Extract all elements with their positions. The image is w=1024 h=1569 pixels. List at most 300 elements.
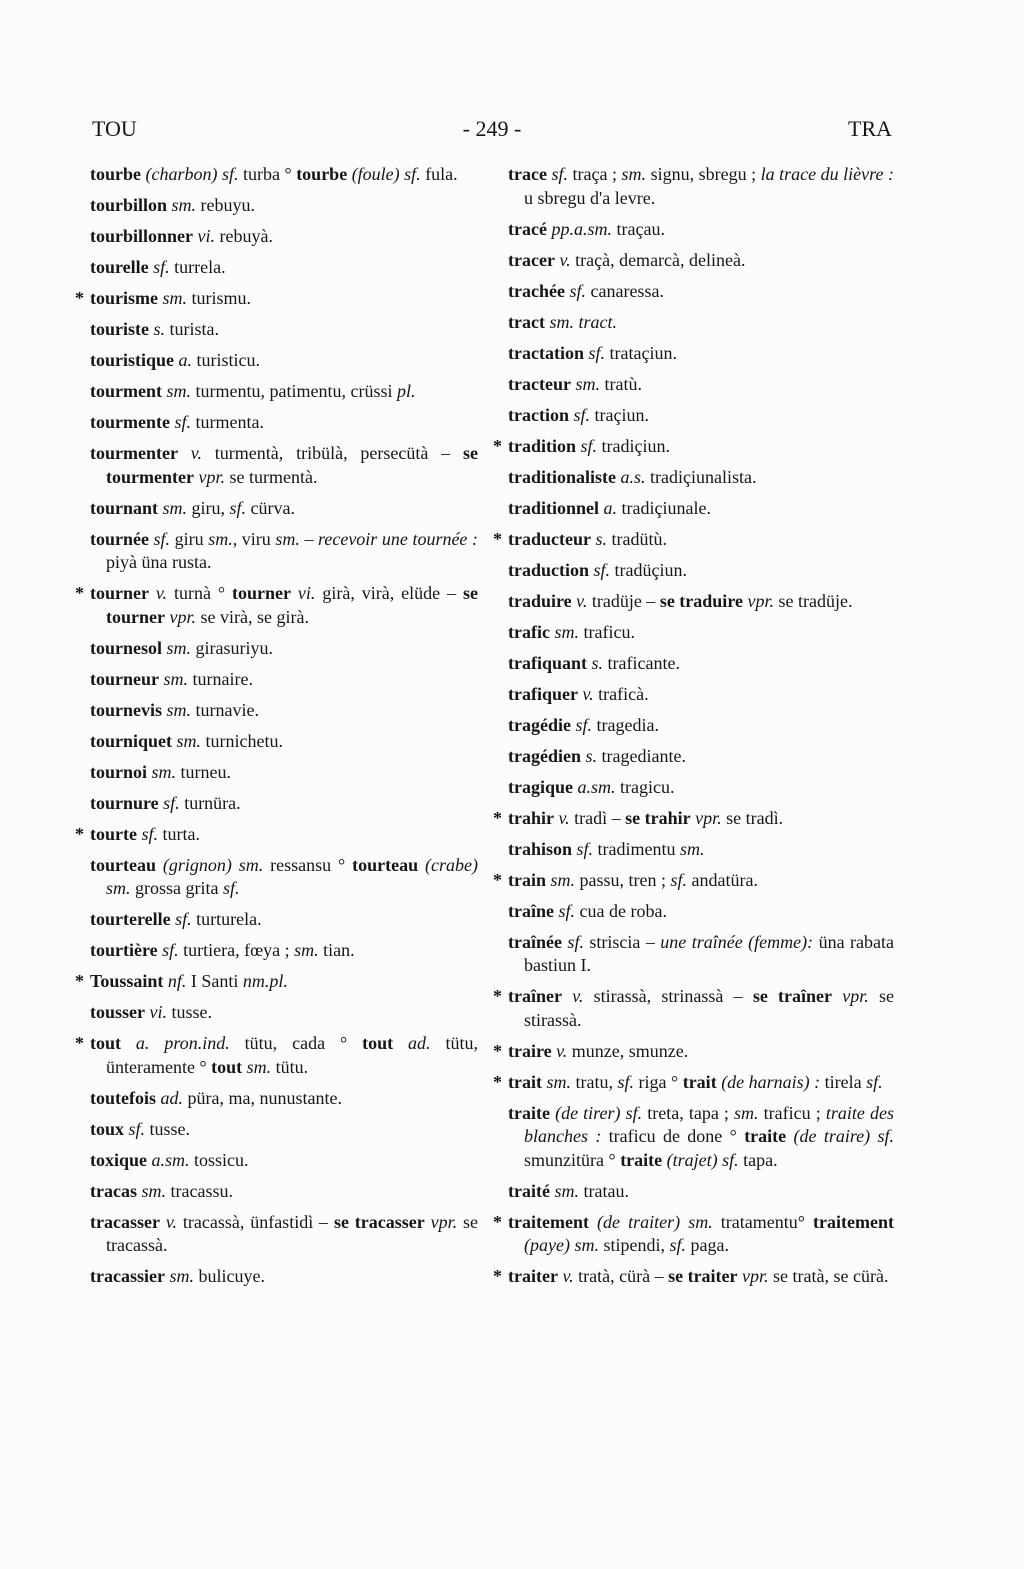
translation-text: tracassà, ünfastidì – [177,1211,334,1232]
headword: tourbe [296,164,348,184]
dictionary-entry [508,745,894,769]
translation-text: stipendi, [598,1235,670,1255]
grammar-label: sm. [162,699,192,720]
translation-text: tratù. [599,373,642,394]
grammar-label: sm. tract. [544,311,617,332]
translation-text: turba [238,164,285,184]
grammar-label: sf. [553,900,575,921]
dictionary-entry [90,1149,478,1173]
headword: tournevis [90,699,162,720]
translation-text: tütu, ünteramente ° [106,1033,478,1077]
grammar-label: v. [551,1040,568,1061]
grammar-label: s. [590,528,607,549]
grammar-label: v. [177,443,202,463]
asterisk-marker: * [493,1211,502,1232]
translation-text: turneu. [176,761,232,782]
headword: tradition [508,435,577,456]
asterisk-marker: * [75,971,84,991]
grammar-label: v. [577,683,594,704]
translation-text: signu, sbregu ; [646,164,761,184]
asterisk-marker: * [75,288,84,308]
grammar-label: vpr. [164,606,196,627]
asterisk-marker: * [493,986,502,1006]
translation-text: canaressa. [585,280,664,301]
headword: trahir [508,807,554,828]
grammar-label: (charbon) sf. [141,164,239,184]
headword: tournant [90,497,159,518]
asterisk-marker: * [493,1040,502,1061]
headword: trafic [508,621,550,642]
translation-text: turnavie. [191,699,259,720]
translation-text: grossa grita [130,878,223,898]
grammar-label: ad. [393,1033,431,1053]
grammar-label: sf. [158,792,180,813]
translation-text: piyà üna rusta. [106,552,212,572]
dictionary-entry [90,225,478,249]
translation-text: turisticu. [192,350,261,370]
headword: tourner [90,583,149,603]
dictionary-entry [508,714,894,738]
translation-text: ° [284,164,297,184]
translation-text: tragediante. [597,745,686,766]
headword: se tourner [106,583,478,627]
translation-text: munze, smunze. [567,1040,689,1061]
grammar-label: sf. [223,878,240,898]
headword: tourtière [90,940,158,960]
grammar-label: sm. [158,497,188,518]
grammar-label: sm. [157,288,187,308]
translation-text: tütu, cada ° [229,1033,363,1053]
translation-text: paga. [686,1235,729,1255]
asterisk-marker: * [493,1266,502,1286]
headword: tragédien [508,745,581,766]
grammar-label: sm. [549,1180,579,1201]
grammar-label: v. [554,249,571,270]
grammar-label: sm. [734,1102,759,1123]
translation-text: tossicu. [189,1149,249,1170]
headword: tourisme [90,288,158,308]
translation-text: turtiera, fœya ; [178,940,295,960]
grammar-label: sf. [169,412,191,432]
headword: traîner [508,986,562,1006]
grammar-label: sf. [670,869,688,890]
grammar-label: vi. [193,226,216,246]
headword: tourteau [352,854,419,875]
headword: trahison [508,838,573,859]
grammar-label: sf. [229,497,247,518]
grammar-label: nf. [163,971,187,991]
grammar-label: la trace du lièvre : [760,164,894,184]
translation-text: fula. [420,164,458,184]
translation-text: andatüra. [687,869,758,890]
dictionary-entry [508,342,894,366]
dictionary-entry [493,869,894,893]
dictionary-entry [90,908,478,932]
headword: se traduire [659,590,743,611]
grammar-label: sm. [570,373,600,394]
headword: tourner [232,583,291,603]
dictionary-entry [493,1071,894,1095]
grammar-label: v. [159,1211,177,1232]
dictionary-entry [90,380,478,404]
grammar-label: ad. [156,1087,183,1108]
headword: traduire [508,590,572,611]
translation-text: tradiçiun. [597,435,671,456]
translation-text: riga ° [634,1071,683,1092]
translation-text: girà, virà, elüde – [315,583,463,603]
grammar-label: vpr. [690,807,722,828]
translation-text: turnà ° [167,583,233,603]
grammar-label: a.sm. [573,776,616,797]
grammar-label: v. [561,986,584,1006]
headword: trait [682,1071,717,1092]
dictionary-entry [508,163,894,210]
asterisk-marker: * [493,807,502,828]
grammar-label: sf. [866,1071,883,1092]
grammar-label: sf. [576,435,598,456]
dictionary-entry [90,1211,478,1258]
grammar-label: sm. [621,164,647,184]
left-column [75,163,479,1296]
dictionary-entry [508,776,894,800]
translation-text: girasuriyu. [191,637,273,658]
translation-text: tirela [820,1071,867,1092]
headword: tractation [508,342,584,363]
translation-text: , viru [232,528,276,549]
translation-text: tusse. [145,1118,191,1139]
translation-text: se virà, se girà. [195,606,309,627]
dictionary-entry [508,497,894,521]
grammar-label: (de traiter) sm. [588,1211,713,1232]
headword: tracas [90,1180,137,1201]
headword: touriste [90,319,149,339]
dictionary-entry [508,249,894,273]
headword: traiter [508,1266,558,1286]
asterisk-marker: * [75,1033,84,1053]
grammar-label: vpr. [737,1266,769,1286]
dictionary-entry [90,637,478,661]
asterisk-marker: * [75,823,84,844]
right-column [493,163,895,1296]
grammar-label: sm. [164,1266,194,1286]
grammar-label: (de traire) sf. [786,1126,894,1146]
grammar-label: sm. [167,195,197,215]
dictionary-entry [90,761,478,785]
grammar-label: s. [148,319,165,339]
grammar-label: sm. [208,528,233,549]
grammar-label: (de tirer) sf. [549,1102,643,1123]
translation-text: tütu. [271,1056,309,1077]
translation-text: passu, tren ; [575,869,671,890]
translation-text: traficu de done ° [601,1126,745,1146]
headword: tourniquet [90,730,173,751]
grammar-label: sf. [564,280,586,301]
headword: traction [508,404,569,425]
grammar-label: sm. [549,621,579,642]
grammar-label: vpr. [424,1211,458,1232]
translation-text: se tratà, se cürà. [768,1266,889,1286]
headword: tourmenter [90,443,178,463]
headword: tourteau [90,854,156,875]
headword: Toussaint [90,971,164,991]
translation-text: se tradì. [721,807,784,828]
headword: traducteur [508,528,591,549]
translation-text: tusse. [167,1002,212,1022]
headword: se tracasser [333,1211,425,1232]
translation-text: – [299,528,319,549]
headword: tout [211,1056,243,1077]
dictionary-entry [90,1118,478,1142]
dictionary-entry [75,582,478,629]
dictionary-entry [90,792,478,816]
dictionary-entry [508,280,894,304]
headword: traditionnel [508,497,600,518]
grammar-label: a.sm. [147,1149,190,1170]
headword: tracer [508,249,555,270]
translation-text: turmentà, tribülà, persecütà – [201,443,463,463]
translation-text: cua de roba. [575,900,667,921]
translation-text: tradüçiun. [610,559,687,580]
grammar-label: sf. [148,257,170,277]
grammar-label: sf. [157,940,179,960]
headword: trachée [508,280,565,301]
grammar-label: (crabe) sm. [106,854,479,898]
page-number: - 249 - [462,116,522,141]
dictionary-entry [508,621,894,645]
headword: traîne [508,900,554,921]
translation-text: tracassu. [166,1180,233,1201]
translation-text: I Santi [186,971,243,991]
headword: tournure [90,792,159,813]
translation-text: traçà, demarcà, delineà. [570,249,746,270]
dictionary-entry [508,590,894,614]
dictionary-entry [90,939,478,963]
translation-text: se tracassà. [106,1211,479,1255]
translation-text: cürva. [246,497,296,518]
translation-text: traficu ; [758,1102,826,1123]
translation-text: turismu. [187,288,252,308]
headword: tracé [508,218,547,239]
headword: traitement [508,1211,589,1232]
grammar-label: sf. [570,714,592,735]
translation-text: traça ; [568,164,622,184]
headword: tourelle [90,257,149,277]
headword: se traiter [668,1266,738,1286]
dictionary-entry [493,528,894,552]
grammar-label: v. [553,807,570,828]
translation-text: rebuyu. [196,195,256,215]
translation-text: traficante. [603,652,680,673]
grammar-label: v. [148,583,168,603]
grammar-label: nm.pl. [242,971,288,991]
translation-text: se tradüje. [773,590,853,611]
grammar-label: s. [580,745,597,766]
translation-text: turta. [158,823,200,844]
dictionary-entry [90,411,478,435]
headword: tournée [90,528,149,549]
translation-text: tapa. [738,1149,778,1170]
grammar-label: sf. [136,823,158,844]
dictionary-entry [75,823,478,847]
translation-text: turmenta. [191,412,264,432]
grammar-label: sm. [159,668,189,689]
dictionary-entry [90,668,478,692]
headword: tracassier [90,1266,165,1286]
headword: tourneur [90,668,159,689]
headword: tourbillon [90,195,168,215]
dictionary-entry [90,318,478,342]
grammar-label: v. [571,590,588,611]
grammar-label: (grignon) sm. [156,854,264,875]
translation-text: turnaire. [188,668,253,689]
header-right-guide-word: TRA [848,116,892,141]
grammar-label: sm. [147,761,177,782]
translation-text: tratà, cürà – [573,1266,669,1286]
translation-text: smunzitüra ° [524,1149,621,1170]
dictionary-entry [508,404,894,428]
dictionary-entry [75,1032,478,1079]
grammar-label: sf. [546,164,568,184]
grammar-label: (de harnais) : [716,1071,821,1092]
dictionary-entry [90,730,478,754]
headword: tourte [90,823,137,844]
headword: traire [508,1040,552,1061]
translation-text: tratamentu° [712,1211,814,1232]
asterisk-marker: * [493,528,502,549]
dictionary-entry [90,1087,478,1111]
grammar-label: sf. [572,838,594,859]
translation-text: giru [170,528,209,549]
dictionary-entry [508,1102,894,1173]
dictionary-entry [508,652,894,676]
headword: traduction [508,559,589,580]
headword: traitement [813,1211,894,1232]
headword: tract [508,311,545,332]
headword: traite [744,1126,787,1146]
headword: tournesol [90,637,162,658]
grammar-label: sm. [162,637,192,658]
dictionary-entry [90,699,478,723]
grammar-label: sm. [172,730,202,751]
dictionary-entry [90,1180,478,1204]
headword: toutefois [90,1087,156,1108]
headword: trafiquant [508,652,588,673]
translation-text: turmentu, patimentu, crüssi [191,381,397,401]
headword: se traîner [752,986,833,1006]
grammar-label: vpr. [832,986,869,1006]
dictionary-entry [493,435,894,459]
grammar-label: pp.a.sm. [546,218,612,239]
translation-text: traficu. [578,621,635,642]
headword: tourmente [90,412,170,432]
grammar-label: sf. [617,1071,635,1092]
grammar-label: sm. [546,869,576,890]
headword: toux [90,1118,125,1139]
dictionary-entry [90,1265,478,1289]
headword: tout [90,1033,121,1053]
headword: trace [508,164,547,184]
dictionary-entry [90,497,478,521]
grammar-label: recevoir une tournée : [318,528,478,549]
translation-text: tragedia. [592,714,659,735]
grammar-label: sf. [669,1235,686,1255]
translation-text: turnüra. [179,792,241,813]
grammar-label: a.s. [616,466,646,487]
headword: tourterelle [90,909,171,929]
grammar-label: vi. [145,1002,167,1022]
dictionary-entry [75,970,478,994]
dictionary-entry [508,838,894,862]
grammar-label: vpr. [193,466,225,487]
grammar-label: sf. [148,528,171,549]
grammar-label: sm. [680,838,705,859]
headword: traditionaliste [508,466,616,487]
dictionary-entry [90,1001,478,1025]
translation-text: stirassà, strinassà – [583,986,753,1006]
headword: tourbillonner [90,226,194,246]
grammar-label: sf. [170,909,192,929]
grammar-label: a. [174,350,193,370]
translation-text: tian. [318,940,355,960]
grammar-label: sm. [136,1180,166,1201]
headword: toxique [90,1149,148,1170]
grammar-label: sm. [294,940,319,960]
grammar-label: sm. [242,1056,272,1077]
dictionary-entry [508,311,894,335]
translation-text: turista. [165,319,219,339]
translation-text: treta, tapa ; [642,1102,735,1123]
translation-text: tradiçiunalista. [645,466,757,487]
dictionary-entry [90,256,478,280]
dictionary-entry [90,194,478,218]
grammar-label: sf. [561,931,584,952]
grammar-label: sm. [161,381,191,401]
translation-text: turturela. [191,909,262,929]
dictionary-entry [90,854,478,901]
translation-text: u sbregu d'a levre. [524,187,656,208]
headword: tragique [508,776,573,797]
translation-text: tradimentu [593,838,681,859]
asterisk-marker: * [75,583,84,603]
headword: tracteur [508,373,571,394]
translation-text: ressansu ° [263,854,353,875]
translation-text: tradì – [569,807,626,828]
translation-text: se turmentà. [224,466,318,487]
grammar-label: pl. [396,381,416,401]
headword: tourment [90,381,162,401]
dictionary-entry [508,466,894,490]
dictionary-entry [493,807,894,831]
grammar-label: vpr. [742,590,774,611]
asterisk-marker: * [493,869,502,890]
dictionary-entry [493,985,895,1032]
grammar-label: s. [587,652,604,673]
dictionary-entry [508,218,894,242]
grammar-label: sf. [124,1118,146,1139]
headword: train [508,869,546,890]
translation-text: traçau. [611,218,665,239]
grammar-label: sm. [275,528,300,549]
dictionary-entry [508,1180,894,1204]
grammar-label: sf. [568,404,590,425]
dictionary-entry [90,349,478,373]
grammar-label: traite des blanches : [524,1102,894,1146]
asterisk-marker: * [493,1071,502,1092]
translation-text: se stirassà. [524,986,895,1030]
grammar-label: (trajet) sf. [662,1149,739,1170]
translation-text: tradiçiunale. [617,497,711,518]
translation-text: turrela. [169,257,226,277]
